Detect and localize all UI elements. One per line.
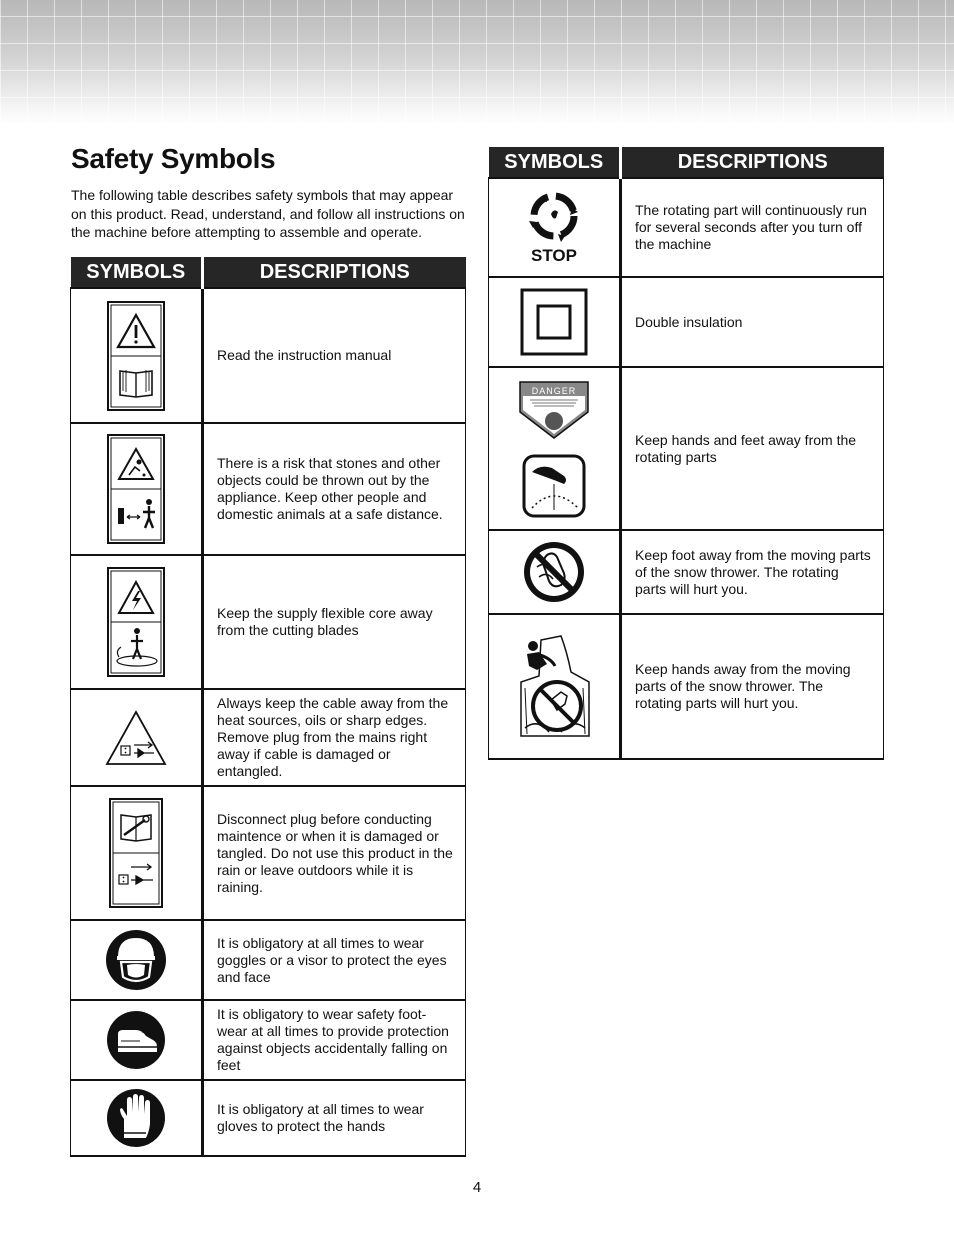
disconnect-plug-icon [109, 798, 163, 908]
description-cell: Keep the supply flexible core away from the cutting blades [203, 555, 466, 689]
no-hands-auger-icon [517, 632, 591, 742]
page-title: Safety Symbols [71, 143, 276, 174]
no-foot-icon [523, 541, 585, 603]
electric-shock-blade-icon [107, 567, 165, 677]
description-cell: There is a risk that stones and other objects could be thrown out by the appliance. Keep other people and domestic animals at a safe distance. [203, 423, 466, 555]
double-insulation-icon [520, 288, 588, 356]
description-cell: Disconnect plug before conducting maintence or when it is damaged or tangled. Do not use this product in the rain or leave outdoors while it is raining. [203, 786, 466, 920]
stop-label: STOP [531, 245, 577, 265]
description-cell: Keep hands away from the moving parts of the snow thrower. The rotating parts will hurt you. [621, 614, 884, 759]
safety-boot-icon [106, 1010, 166, 1070]
intro-text: The following table describes safety symbols that may appear on this product. Read, understand, and follow all instructions on the machine before attempting to assemble and operate. [71, 187, 465, 240]
description-cell: Keep foot away from the moving parts of the snow thrower. The rotating parts will hurt you. [621, 530, 884, 614]
face-shield-icon [105, 929, 167, 991]
rotating-stop-icon [523, 190, 585, 266]
descriptions-header: DESCRIPTIONS [621, 147, 884, 178]
description-cell: The rotating part will continuously run for several seconds after you turn off the machine [621, 178, 884, 277]
cable-warning-icon [104, 709, 168, 767]
description-cell: Keep hands and feet away from the rotating parts [621, 367, 884, 530]
description-cell: Always keep the cable away from the heat sources, oils or sharp edges. Remove plug from the mains right away if cable is damaged or entangled. [203, 689, 466, 786]
gloves-icon [106, 1088, 166, 1148]
thrown-objects-keep-distance-icon [107, 434, 165, 544]
header-band [0, 0, 954, 125]
right-symbols-table [488, 147, 884, 760]
description-cell: It is obligatory at all times to wear gloves to protect the hands [203, 1080, 466, 1156]
description-cell: Read the instruction manual [203, 288, 466, 423]
descriptions-header: DESCRIPTIONS [203, 257, 466, 288]
left-symbols-table [70, 257, 466, 1157]
description-cell: Double insulation [621, 277, 884, 367]
danger-hand-rotating-icon [518, 380, 590, 518]
symbols-header: SYMBOLS [71, 257, 203, 288]
description-cell: It is obligatory to wear safety foot-wear at all times to provide protection against objects accidentally falling on feet [203, 1000, 466, 1080]
warning-manual-icon [107, 301, 165, 411]
danger-label: DANGER [531, 385, 577, 396]
description-cell: It is obligatory at all times to wear goggles or a visor to protect the eyes and face [203, 920, 466, 1000]
symbols-header: SYMBOLS [489, 147, 621, 178]
page-number: 4 [472, 1179, 482, 1196]
